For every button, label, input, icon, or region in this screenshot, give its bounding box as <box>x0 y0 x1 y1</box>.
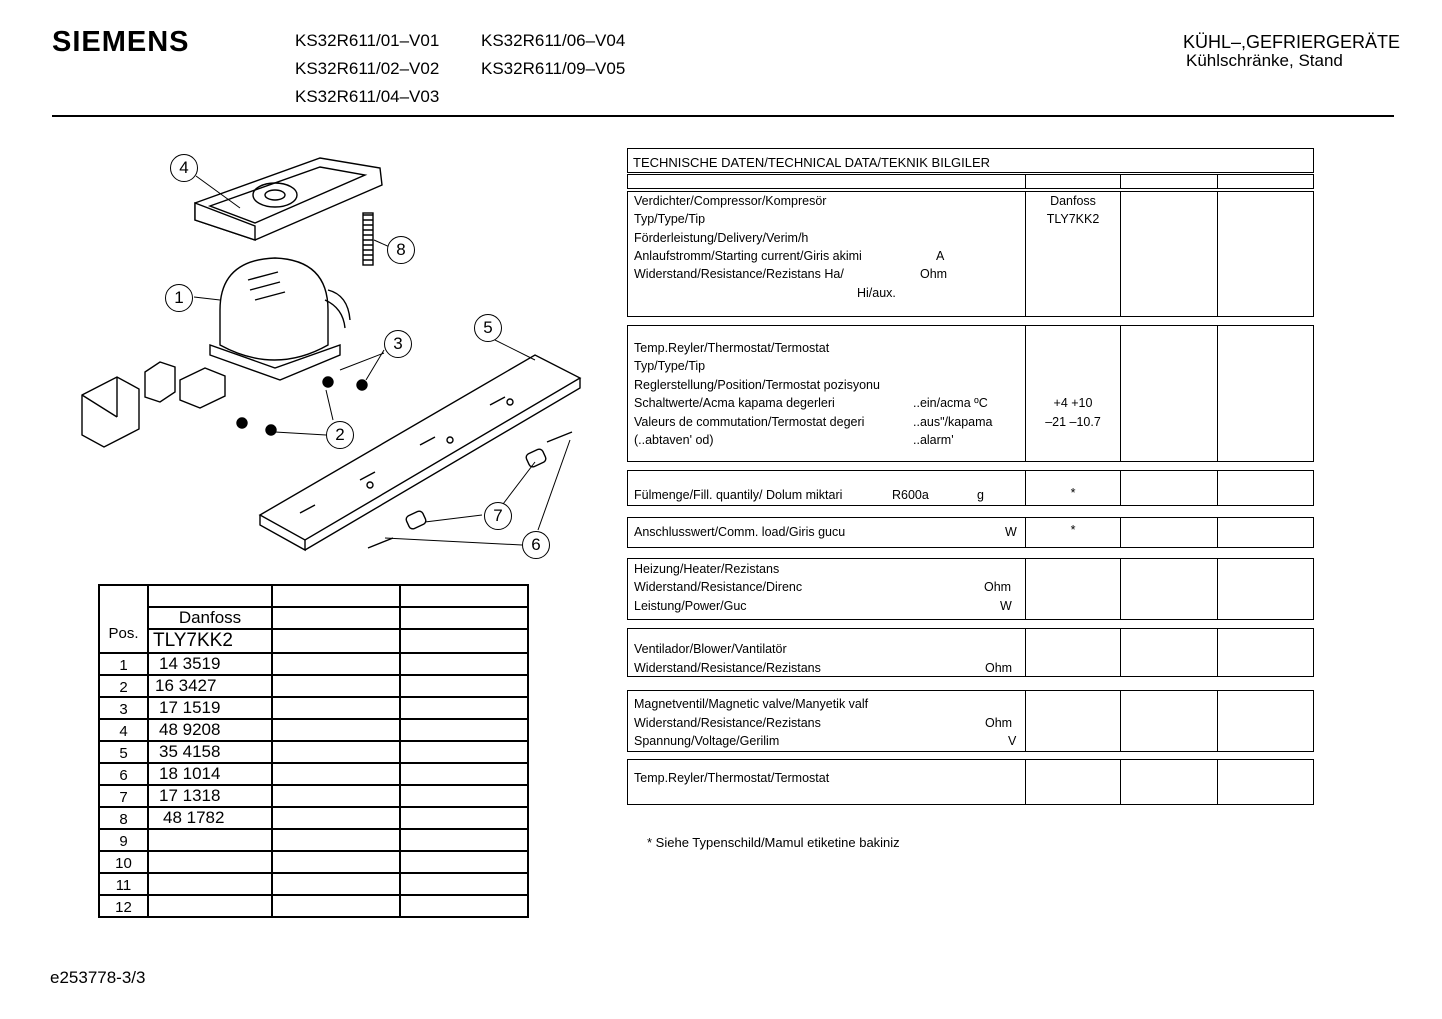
exploded-parts-diagram <box>70 140 590 570</box>
subcategory-title: Kühlschränke, Stand <box>1186 51 1343 70</box>
table-row: 5 35 4158 <box>99 741 528 763</box>
model-number: KS32R611/06–V04 <box>481 31 626 50</box>
parts-table <box>98 584 529 918</box>
table-row: 10 <box>99 851 528 873</box>
compressor <box>210 258 350 380</box>
type-cell: TLY7KK2 <box>148 629 272 653</box>
supplier-cell: Danfoss <box>148 607 272 629</box>
category-title: KÜHL–,GEFRIERGERÄTE <box>1183 32 1401 52</box>
starter-relay <box>145 362 225 408</box>
document-code: e253778-3/3 <box>50 968 146 987</box>
spring <box>363 213 373 265</box>
table-row: 1 14 3519 <box>99 653 528 675</box>
table-row: 11 <box>99 873 528 895</box>
fill-quantity-value: * <box>1070 486 1076 500</box>
connected-load-value: * <box>1070 523 1076 537</box>
table-row: 3 17 1519 <box>99 697 528 719</box>
thermostat2-section: Temp.Reyler/Thermostat/Termostat <box>627 759 1314 805</box>
tech-title: TECHNISCHE DATEN/TECHNICAL DATA/TEKNIK BILGILER <box>633 155 991 170</box>
model-number: KS32R611/01–V01 <box>295 31 440 50</box>
thermostat-on-values: +4 +10 <box>1053 396 1093 410</box>
table-row: 8 48 1782 <box>99 807 528 829</box>
table-row: 4 48 9208 <box>99 719 528 741</box>
callout-4: 4 <box>170 154 198 182</box>
callout-7: 7 <box>484 502 512 530</box>
compressor-type: TLY7KK2 <box>1046 212 1100 226</box>
model-number: KS32R611/02–V02 <box>295 59 440 78</box>
drip-tray <box>195 158 382 240</box>
thermostat-section: Temp.Reyler/Thermostat/Termostat Typ/Type/Tip Reglerstellung/Position/Termostat pozisyonu Schaltwerte/Acma kapama degerleri ..ein/acma ºC Valeurs de commutation/Termostat degeri ..aus"/kapama (..abtaven' od) ..alarm' +4 +10 –21 –10.7 <box>627 325 1314 462</box>
fill-quantity-section: Fülmenge/Fill. quantily/ Dolum miktari R600a g * <box>627 470 1314 506</box>
callout-6: 6 <box>522 531 550 559</box>
compressor-label: Verdichter/Compressor/Kompresör <box>634 194 827 208</box>
compressor-brand: Danfoss <box>1050 194 1096 208</box>
heater-section: Heizung/Heater/Rezistans Widerstand/Resistance/Direnc Ohm Leistung/Power/Guc W <box>627 558 1314 620</box>
table-row: 12 <box>99 895 528 917</box>
callout-1: 1 <box>165 284 193 312</box>
blower-section: Ventilador/Blower/Vantilatör Widerstand/Resistance/Rezistans Ohm <box>627 628 1314 677</box>
table-row: 6 18 1014 <box>99 763 528 785</box>
header-divider <box>52 115 1394 117</box>
footnote: * Siehe Typenschild/Mamul etiketine bakiniz <box>647 835 900 850</box>
model-number: KS32R611/09–V05 <box>481 59 626 78</box>
table-row: 9 <box>99 829 528 851</box>
model-number: KS32R611/04–V03 <box>295 87 440 106</box>
pos-header: Pos. <box>99 585 148 653</box>
magnetic-valve-section: Magnetventil/Magnetic valve/Manyetik valf Widerstand/Resistance/Rezistans Ohm Spannung/Voltage/Gerilim V <box>627 690 1314 752</box>
table-row: 7 17 1318 <box>99 785 528 807</box>
terminal-cover <box>82 377 139 447</box>
tech-column-header <box>627 174 1314 189</box>
compressor-section: Verdichter/Compressor/Kompresör Typ/Type/Tip Förderleistung/Delivery/Verim/h Anlaufstromm/Starting current/Giris akimi A Widerstand/Resistance/Rezistans Ha/ Ohm Hi/aux. Danfoss TLY7KK2 <box>627 191 1314 317</box>
tech-title-box <box>627 148 1314 173</box>
callout-8: 8 <box>387 236 415 264</box>
callout-5: 5 <box>474 314 502 342</box>
brand-logo: SIEMENS <box>52 26 190 58</box>
thermostat-off-values: –21 –10.7 <box>1045 415 1101 429</box>
callout-2: 2 <box>326 421 354 449</box>
table-row: 2 16 3427 <box>99 675 528 697</box>
connected-load-section: Anschlusswert/Comm. load/Giris gucu W * <box>627 517 1314 548</box>
callout-3: 3 <box>384 330 412 358</box>
